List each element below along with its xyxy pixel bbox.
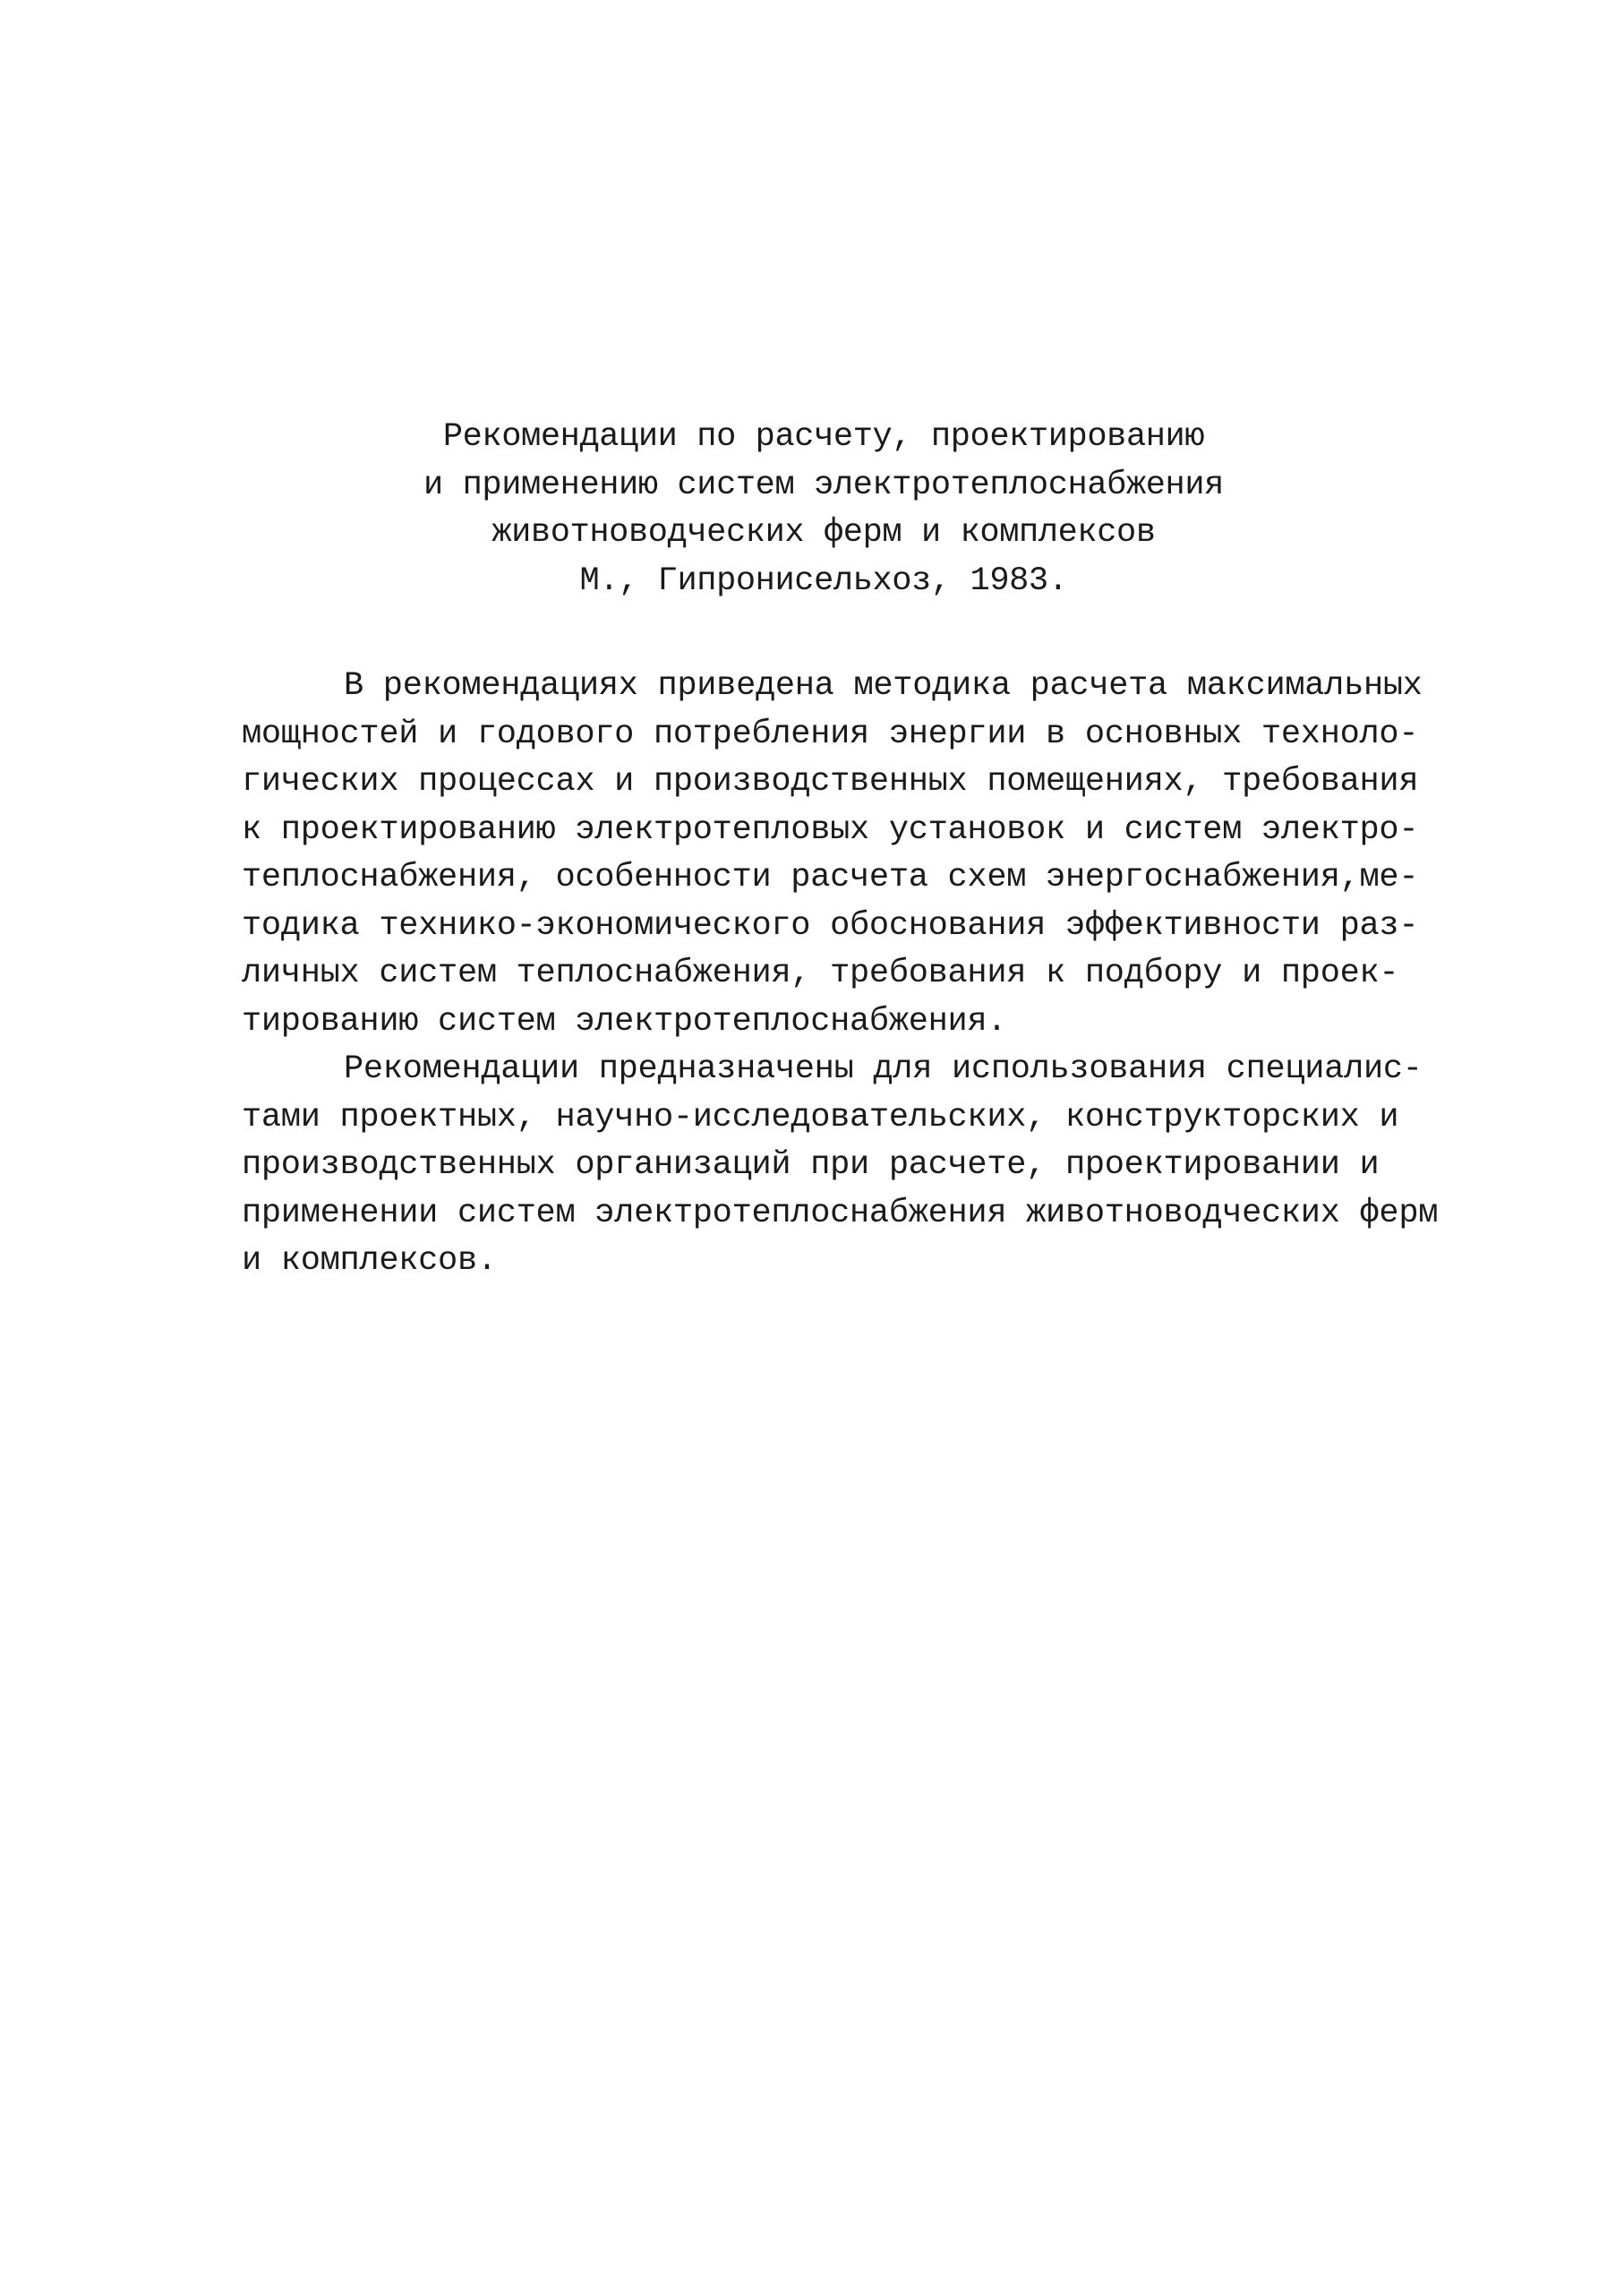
header-title-line-2: и применению систем электротеплоснабжения	[423, 466, 1224, 504]
paragraph-line: В рекомендациях приведена методика расчета максимальных	[344, 667, 1423, 705]
paragraph-line: тами проектных, научно-исследовательских, конструкторских и	[242, 1098, 1399, 1136]
header-title-line-1: Рекомендации по расчету, проектированию	[442, 418, 1205, 456]
bibliographic-header	[340, 414, 1307, 605]
paragraph-line: Рекомендации предназначены для использования специалис-	[344, 1050, 1423, 1088]
paragraph-line: к проектированию электротепловых установок и систем электро-	[242, 810, 1419, 849]
paragraph-line: личных систем теплоснабжения, требования к подбору и проек-	[242, 955, 1399, 992]
paragraph-line: теплоснабжения, особенности расчета схем энергоснабжения,ме-	[242, 859, 1419, 896]
header-title-line-3: животноводческих ферм и комплексов	[491, 514, 1156, 552]
paragraph-line: применении систем электротеплоснабжения животноводческих ферм	[242, 1194, 1439, 1232]
paragraph-line: и комплексов.	[242, 1242, 497, 1280]
abstract-paragraph-2	[242, 1046, 1439, 1286]
paragraph-line: гических процессах и производственных помещениях, требования	[242, 763, 1419, 801]
paragraph-line: производственных организаций при расчете, проектировании и	[242, 1146, 1380, 1184]
paragraph-line: тодика технико-экономического обоснования эффективности раз-	[242, 906, 1419, 945]
paragraph-line: тированию систем электротеплоснабжения.	[242, 1002, 1007, 1041]
paragraph-line: мощностей и годового потребления энергии в основных техноло-	[242, 715, 1419, 753]
abstract-paragraph-1	[242, 663, 1423, 1046]
header-publication-line: М., Гипронисельхоз, 1983.	[579, 561, 1068, 600]
abstract-text	[242, 663, 1439, 1286]
